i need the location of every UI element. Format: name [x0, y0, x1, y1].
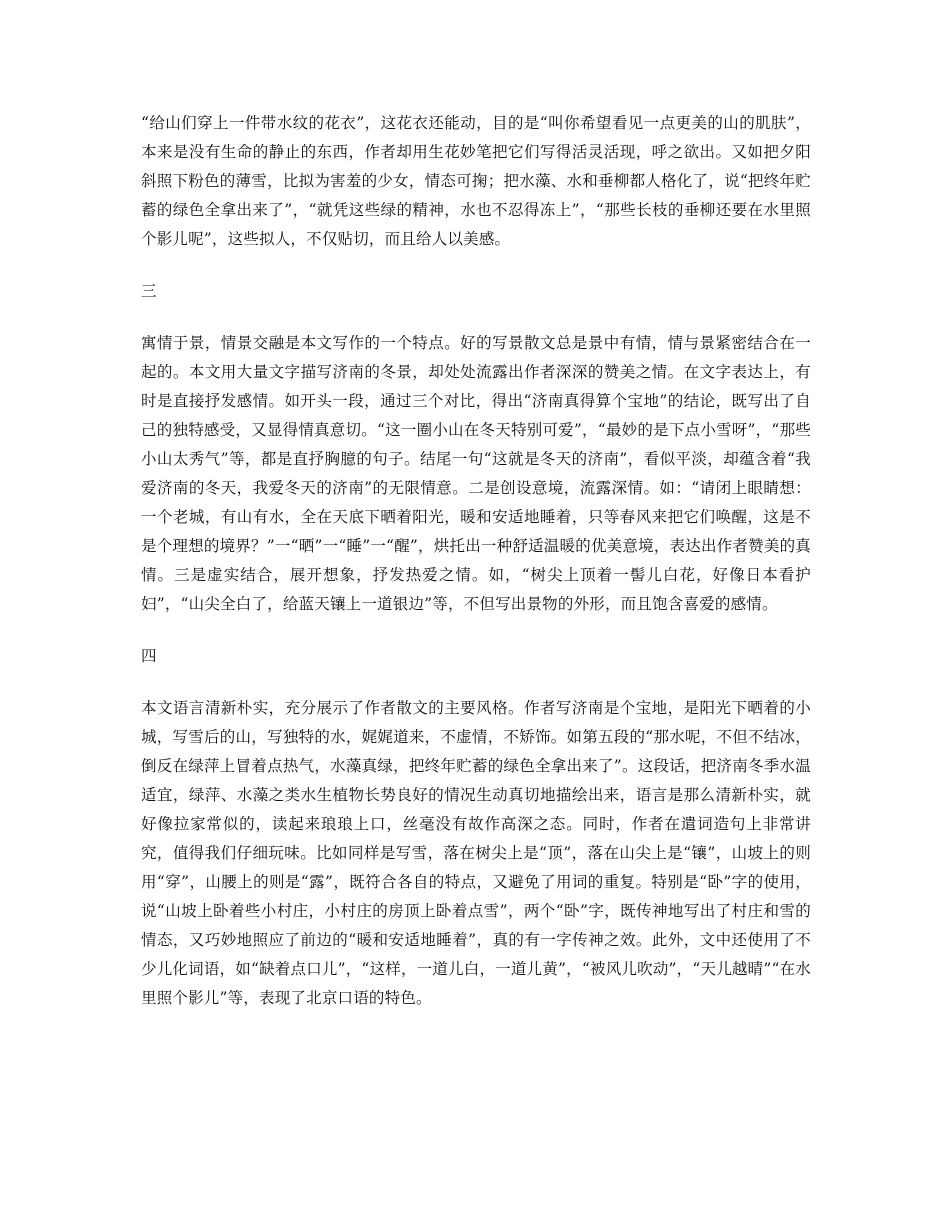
document-body: [141, 109, 811, 1036]
paragraph-personification: “给山们穿上一件带水纹的花衣”，这花衣还能动，目的是“叫你希望看见一点更美的山的肌肤”，本来是没有生命的静止的东西，作者却用生花妙笔把它们写得活灵活现，呼之欲出。又如把夕阳斜照下粉色的薄雪，比拟为害羞的少女，情态可掬；把水藻、水和垂柳都人格化了，说“把终年贮蓄的绿色全拿出来了”，“就凭这些绿的精神，水也不忍得冻上”，“那些长枝的垂柳还要在水里照个影儿呢”，这些拟人，不仅贴切，而且给人以美感。: [141, 114, 811, 248]
paragraph-language-style: 本文语言清新朴实，充分展示了作者散文的主要风格。作者写济南是个宝地，是阳光下晒着的小城，写雪后的山，写独特的水，娓娓道来，不虚情，不矫饰。如第五段的“那水呢，不但不结冰，倒反在绿萍上冒着点热气，水藻真绿，把终年贮蓄的绿色全拿出来了”。这段话，把济南冬季水温适宜，绿萍、水藻之类水生植物长势良好的情况生动真切地描绘出来，语言是那么清新朴实，就好像拉家常似的，读起来琅琅上口，丝毫没有故作高深之态。同时，作者在遣词造句上非常讲究，值得我们仔细玩味。比如同样是写雪，落在树尖上是“顶”，落在山尖上是“镶”，山坡上的则用“穿”，山腰上的则是“露”，既符合各自的特点，又避免了用词的重复。特别是“卧”字的使用，说“山坡上卧着些小村庄，小村庄的房顶上卧着点雪”，两个“卧”字，既传神地写出了村庄和雪的情态，又巧妙地照应了前边的“暖和安适地睡着”，真的有一字传神之效。此外，文中还使用了不少儿化词语，如“缺着点口儿”，“这样，一道儿白，一道儿黄”，“被风儿吹动”，“天儿越晴”“在水里照个影儿”等，表现了北京口语的特色。: [141, 699, 811, 1007]
section-heading-four: 四: [141, 647, 157, 665]
paragraph-emotion-scene: 寓情于景，情景交融是本文写作的一个特点。好的写景散文总是景中有情，情与景紧密结合在一起的。本文用大量文字描写济南的冬景，却处处流露出作者深深的赞美之情。在文字表达上，有时是直接抒发感情。如开头一段，通过三个对比，得出“济南真得算个宝地”的结论，既写出了自己的独特感受，又显得情真意切。“这一圈小山在冬天特别可爱”，“最妙的是下点小雪呀”，“那些小山太秀气”等，都是直抒胸臆的句子。结尾一句“这就是冬天的济南”，看似平淡，却蕴含着“我爱济南的冬天，我爱冬天的济南”的无限情意。二是创设意境，流露深情。如：“请闭上眼睛想：一个老城，有山有水，全在天底下晒着阳光，暖和安适地睡着，只等春风来把它们唤醒，这是不是个理想的境界？”一“晒”一“睡”一“醒”，烘托出一种舒适温暖的优美意境，表达出作者赞美的真情。三是虚实结合，展开想象，抒发热爱之情。如，“树尖上顶着一髻儿白花，好像日本看护妇”，“山尖全白了，给蓝天镶上一道银边”等，不但写出景物的外形，而且饱含喜爱的感情。: [141, 334, 811, 613]
section-heading-three: 三: [141, 282, 157, 300]
